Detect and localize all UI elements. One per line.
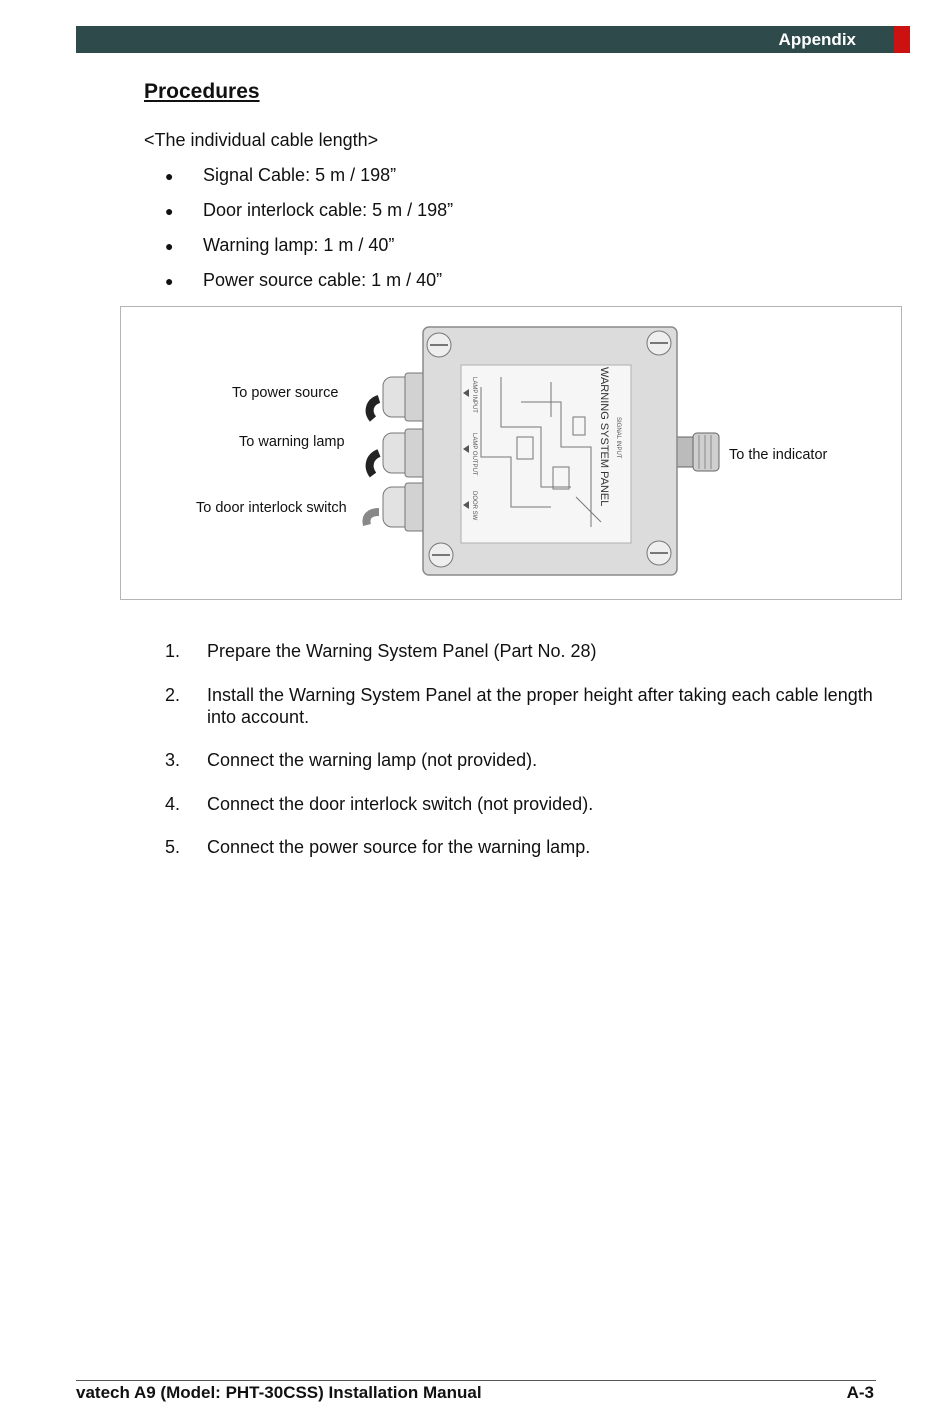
bullet-icon: ● bbox=[165, 168, 174, 184]
label-indicator: To the indicator bbox=[729, 447, 828, 463]
panel-lamp-input-text: LAMP INPUT bbox=[471, 377, 477, 413]
step-number: 2. bbox=[165, 684, 181, 705]
step-text: Connect the power source for the warning lamp. bbox=[207, 837, 591, 857]
panel-lamp-output-text: LAMP OUTPUT bbox=[471, 433, 477, 476]
step-number: 3. bbox=[165, 750, 181, 770]
panel-door-sw-text: DOOR SW bbox=[471, 491, 477, 521]
panel-signal-input-text: SIGNAL INPUT bbox=[615, 417, 621, 459]
list-item bbox=[165, 684, 885, 728]
footer-manual-title: vatech A9 (Model: PHT-30CSS) Installation Manual bbox=[76, 1383, 482, 1402]
list-item-text: Door interlock cable: 5 m / 198” bbox=[203, 200, 454, 220]
list-item bbox=[165, 836, 885, 858]
list-item bbox=[165, 165, 453, 200]
footer-divider bbox=[76, 1380, 876, 1381]
footer-page-number: A-3 bbox=[846, 1383, 874, 1402]
step-number: 4. bbox=[165, 793, 181, 814]
header-section-label: Appendix bbox=[778, 30, 856, 49]
list-item bbox=[165, 200, 453, 235]
step-text: Connect the door interlock switch (not provided). bbox=[207, 793, 594, 814]
warning-panel-figure bbox=[120, 306, 902, 600]
bullet-icon: ● bbox=[165, 273, 174, 289]
step-text: Connect the warning lamp (not provided). bbox=[207, 750, 538, 770]
list-item-text: Power source cable: 1 m / 40” bbox=[203, 270, 443, 290]
header-bar bbox=[76, 26, 894, 53]
step-number: 1. bbox=[165, 641, 181, 661]
header-accent bbox=[894, 26, 910, 53]
bullet-icon: ● bbox=[165, 203, 174, 219]
cable-length-list bbox=[165, 165, 453, 305]
left-cables bbox=[367, 399, 380, 525]
cable-glands bbox=[383, 373, 425, 531]
bullet-icon: ● bbox=[165, 238, 174, 254]
list-item bbox=[165, 235, 453, 270]
panel-title-text: WARNING SYSTEM PANEL bbox=[598, 367, 610, 507]
label-power-source: To power source bbox=[232, 385, 339, 401]
step-text: Install the Warning System Panel at the proper height after taking each cable length into account. bbox=[207, 684, 873, 727]
label-door-interlock: To door interlock switch bbox=[196, 500, 347, 516]
list-item-text: Warning lamp: 1 m / 40” bbox=[203, 235, 395, 255]
list-item bbox=[165, 270, 453, 305]
list-item bbox=[165, 793, 885, 815]
step-number: 5. bbox=[165, 837, 181, 857]
label-warning-lamp: To warning lamp bbox=[239, 434, 345, 450]
step-text: Prepare the Warning System Panel (Part No. 28) bbox=[207, 641, 597, 661]
signal-connector bbox=[677, 433, 719, 471]
procedure-steps bbox=[165, 640, 885, 880]
list-item bbox=[165, 749, 885, 771]
list-item-text: Signal Cable: 5 m / 198” bbox=[203, 165, 397, 185]
list-item bbox=[165, 640, 885, 662]
cable-length-intro: <The individual cable length> bbox=[144, 130, 379, 150]
section-title: Procedures bbox=[144, 80, 260, 103]
